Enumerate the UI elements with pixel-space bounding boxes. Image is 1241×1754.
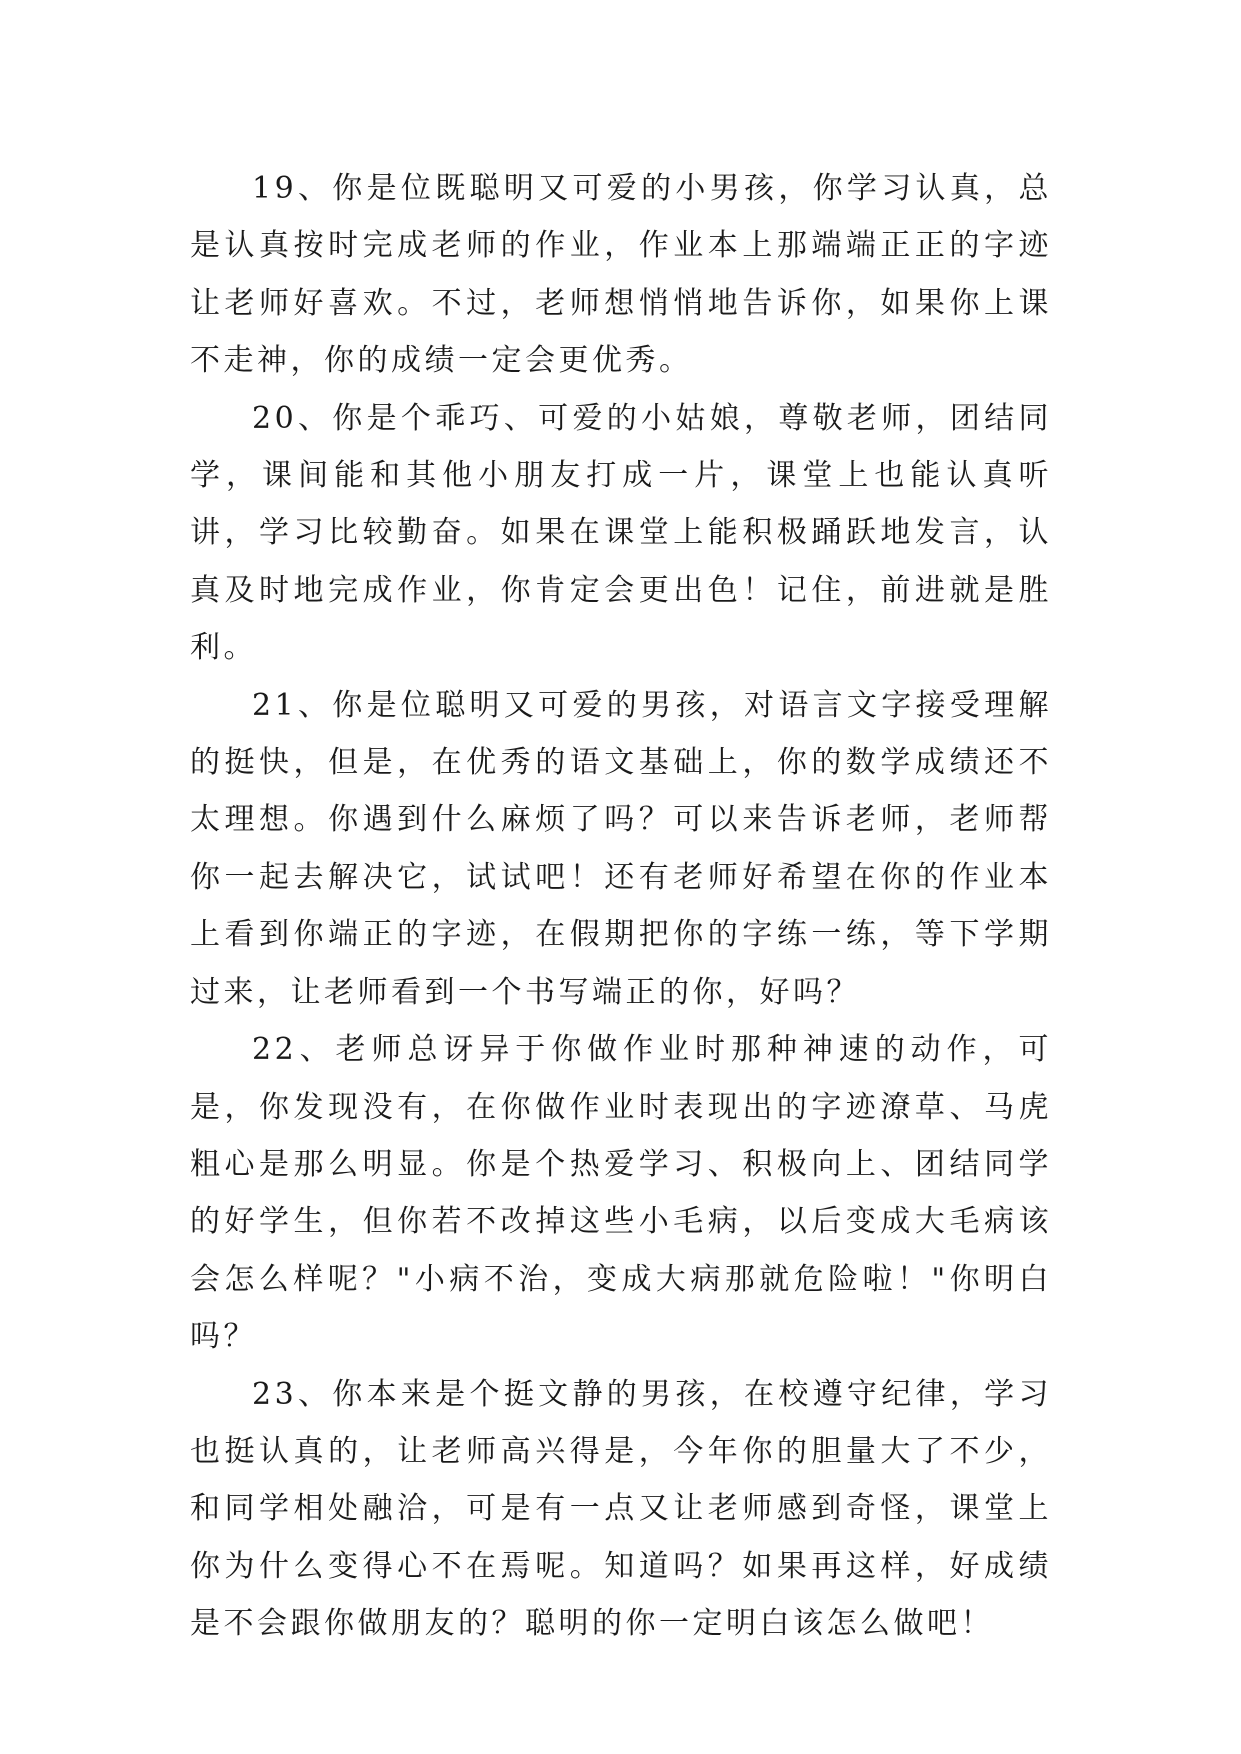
paragraph-20: 20、你是个乖巧、可爱的小姑娘，尊敬老师，团结同学，课间能和其他小朋友打成一片，课堂上也能认真听讲，学习比较勤奋。如果在课堂上能积极踊跃地发言，认真及时地完成作业，你肯定会更出色！记住，前进就是胜利。 bbox=[190, 400, 1052, 666]
paragraph-19: 19、你是位既聪明又可爱的小男孩，你学习认真，总是认真按时完成老师的作业，作业本上那端端正正的字迹让老师好喜欢。不过，老师想悄悄地告诉你，如果你上课不走神，你的成绩一定会更优秀。 bbox=[190, 171, 1052, 379]
paragraph-22: 22、老师总讶异于你做作业时那种神速的动作，可是，你发现没有，在你做作业时表现出的字迹潦草、马虎粗心是那么明显。你是个热爱学习、积极向上、团结同学的好学生，但你若不改掉这些小毛病，以后变成大毛病该会怎么样呢？"小病不治，变成大病那就危险啦！"你明白吗？ bbox=[190, 1032, 1052, 1355]
paragraph-21: 21、你是位聪明又可爱的男孩，对语言文字接受理解的挺快，但是，在优秀的语文基础上，你的数学成绩还不太理想。你遇到什么麻烦了吗？可以来告诉老师，老师帮你一起去解决它，试试吧！还有老师好希望在你的作业本上看到你端正的字迹，在假期把你的字练一练，等下学期过来，让老师看到一个书写端正的你，好吗？ bbox=[190, 687, 1052, 1010]
paragraph-23: 23、你本来是个挺文静的男孩，在校遵守纪律，学习也挺认真的，让老师高兴得是，今年你的胆量大了不少，和同学相处融洽，可是有一点又让老师感到奇怪，课堂上你为什么变得心不在焉呢。知道吗？如果再这样，好成绩是不会跟你做朋友的？聪明的你一定明白该怎么做吧！ bbox=[190, 1376, 1052, 1642]
document-body bbox=[190, 160, 1052, 1653]
